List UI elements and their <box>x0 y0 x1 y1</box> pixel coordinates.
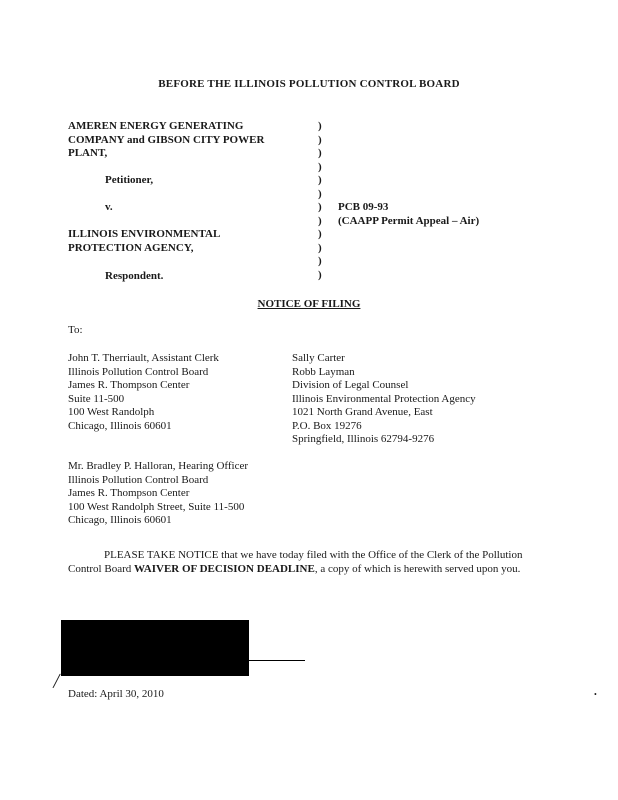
address-line: Illinois Environmental Protection Agency <box>292 392 476 405</box>
petitioner-line: COMPANY and GIBSON CITY POWER <box>68 133 265 146</box>
respondent-line: ILLINOIS ENVIRONMENTAL <box>68 228 221 240</box>
respondent-role: Respondent. <box>105 270 164 282</box>
address-line: Sally Carter <box>292 352 345 364</box>
caption-parentheses <box>318 120 322 282</box>
document-title: BEFORE THE ILLINOIS POLLUTION CONTROL BOARD <box>158 78 460 90</box>
petitioner-line: AMEREN ENERGY GENERATING <box>68 120 244 132</box>
petitioner-role: Petitioner, <box>105 174 154 186</box>
paren: ) <box>318 147 322 159</box>
address-line: Mr. Bradley P. Halloran, Hearing Officer <box>68 460 249 472</box>
paren: ) <box>318 268 322 281</box>
petitioner-name <box>68 120 264 161</box>
case-number: PCB 09-93 <box>338 201 389 213</box>
paren: ) <box>318 187 322 200</box>
address-line: Suite 11-500 <box>68 392 125 405</box>
case-type: (CAAPP Permit Appeal – Air) <box>338 214 480 227</box>
versus-label: v. <box>105 201 113 213</box>
notice-heading: NOTICE OF FILING <box>257 298 361 310</box>
respondent-name <box>68 228 220 255</box>
notice-document-title: WAIVER OF DECISION DEADLINE <box>134 562 315 575</box>
respondent-line: PROTECTION AGENCY, <box>68 241 194 254</box>
address-line: Chicago, Illinois 60601 <box>68 419 172 432</box>
signature-line <box>249 660 305 661</box>
paren: ) <box>318 174 322 186</box>
address-line: 100 West Randolph <box>68 406 155 418</box>
address-line: 100 West Randolph Street, Suite 11-500 <box>68 500 245 513</box>
notice-paragraph <box>68 549 538 576</box>
margin-dot-icon: • <box>594 690 597 699</box>
to-label: To: <box>68 324 83 336</box>
paren: ) <box>318 133 322 146</box>
paren: ) <box>318 214 322 227</box>
recipient-agency <box>292 352 476 447</box>
petitioner-line: PLANT, <box>68 147 108 159</box>
paren: ) <box>318 120 322 132</box>
notice-text-2: , a copy of which is herewith served upon you. <box>314 562 521 575</box>
address-line: Division of Legal Counsel <box>292 379 409 391</box>
address-line: 1021 North Grand Avenue, East <box>292 406 433 418</box>
address-line: Springfield, Illinois 62794-9276 <box>292 433 435 445</box>
recipient-clerk <box>68 352 219 433</box>
date-line: Dated: April 30, 2010 <box>68 688 164 700</box>
paren: ) <box>318 255 322 267</box>
notice-text-1: PLEASE TAKE NOTICE that we have today filed with the Office of the Clerk of the Pollution Control Board <box>68 549 523 575</box>
address-line: P.O. Box 19276 <box>292 419 362 432</box>
address-line: Illinois Pollution Control Board <box>68 473 209 486</box>
address-line: Robb Layman <box>292 365 355 378</box>
paren: ) <box>318 201 322 213</box>
recipient-hearing-officer <box>68 460 248 528</box>
pen-mark-icon: ╱ <box>53 674 61 688</box>
paren: ) <box>318 160 322 173</box>
address-line: James R. Thompson Center <box>68 487 190 499</box>
redacted-signature <box>61 620 249 676</box>
address-line: Illinois Pollution Control Board <box>68 365 209 378</box>
case-info <box>338 201 479 228</box>
address-line: John T. Therriault, Assistant Clerk <box>68 352 219 364</box>
address-line: James R. Thompson Center <box>68 379 190 391</box>
paren: ) <box>318 241 322 254</box>
address-line: Chicago, Illinois 60601 <box>68 514 172 526</box>
paren: ) <box>318 228 322 240</box>
